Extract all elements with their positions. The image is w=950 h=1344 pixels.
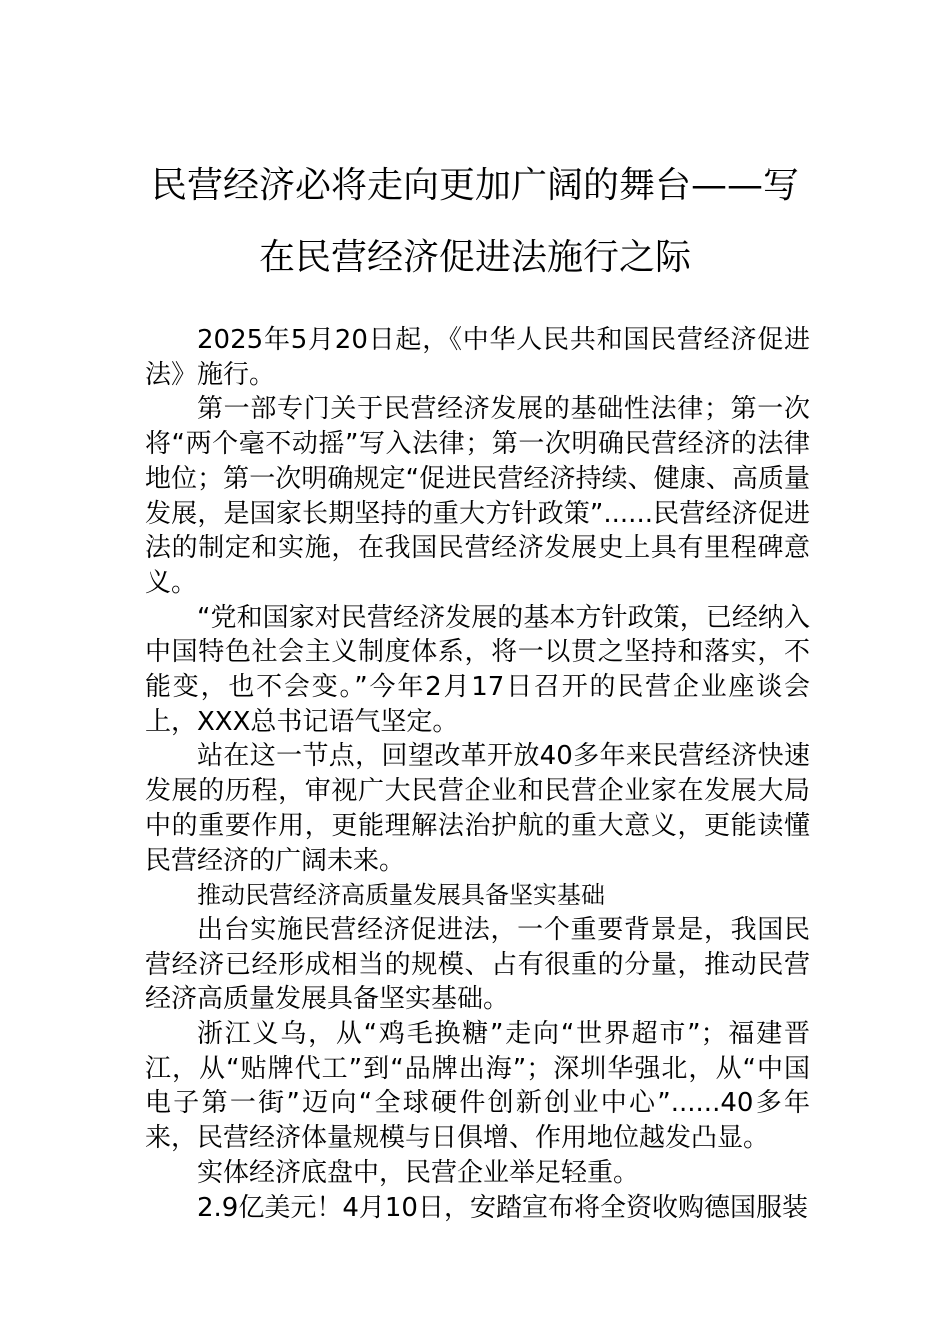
paragraph-2: 第一部专门关于民营经济发展的基础性法律；第一次将“两个毫不动摇”写入法律；第一次明确民营经济的法律地位；第一次明确规定“促进民营经济持续、健康、高质量发展，是国家长期坚持的重大方针政策”......民营经济促进法的制定和实施，在我国民营经济发展史上具有里程碑意义。 xyxy=(145,394,810,598)
title-line-2: 在民营经济促进法施行之际 xyxy=(258,237,691,278)
paragraph-1: 2025年5月20日起，《中华人民共和国民营经济促进法》施行。 xyxy=(145,325,810,390)
title-line-1: 民营经济必将走向更加广阔的舞台——写 xyxy=(150,165,799,206)
document-body xyxy=(145,323,810,1225)
paragraph-3: “党和国家对民营经济发展的基本方针政策，已经纳入中国特色社会主义制度体系，将一以贯之坚持和落实，不能变，也不会变。”今年2月17日召开的民营企业座谈会上，XXX总书记语气坚定。 xyxy=(145,602,810,737)
paragraph-7: 实体经济底盘中，民营企业举足轻重。 xyxy=(197,1157,640,1188)
section-heading: 推动民营经济高质量发展具备坚实基础 xyxy=(197,881,605,910)
paragraph-8: 2.9亿美元！4月10日，安踏宣布将全资收购德国服装 xyxy=(197,1192,808,1223)
paragraph-4: 站在这一节点，回望改革开放40多年来民营经济快速发展的历程，审视广大民营企业和民营企业家在发展大局中的重要作用，更能理解法治护航的重大意义，更能读懂民营经济的广阔未来。 xyxy=(145,741,810,876)
paragraph-5: 出台实施民营经济促进法，一个重要背景是，我国民营经济已经形成相当的规模、占有很重的分量，推动民营经济高质量发展具备坚实基础。 xyxy=(145,914,810,1015)
document-title xyxy=(140,150,810,294)
paragraph-6: 浙江义乌，从“鸡毛换糖”走向“世界超市”；福建晋江，从“贴牌代工”到“品牌出海”；深圳华强北，从“中国电子第一街”迈向“全球硬件创新创业中心”......40多年来，民营经济体量规模与日俱增、作用地位越发凸显。 xyxy=(145,1019,810,1154)
